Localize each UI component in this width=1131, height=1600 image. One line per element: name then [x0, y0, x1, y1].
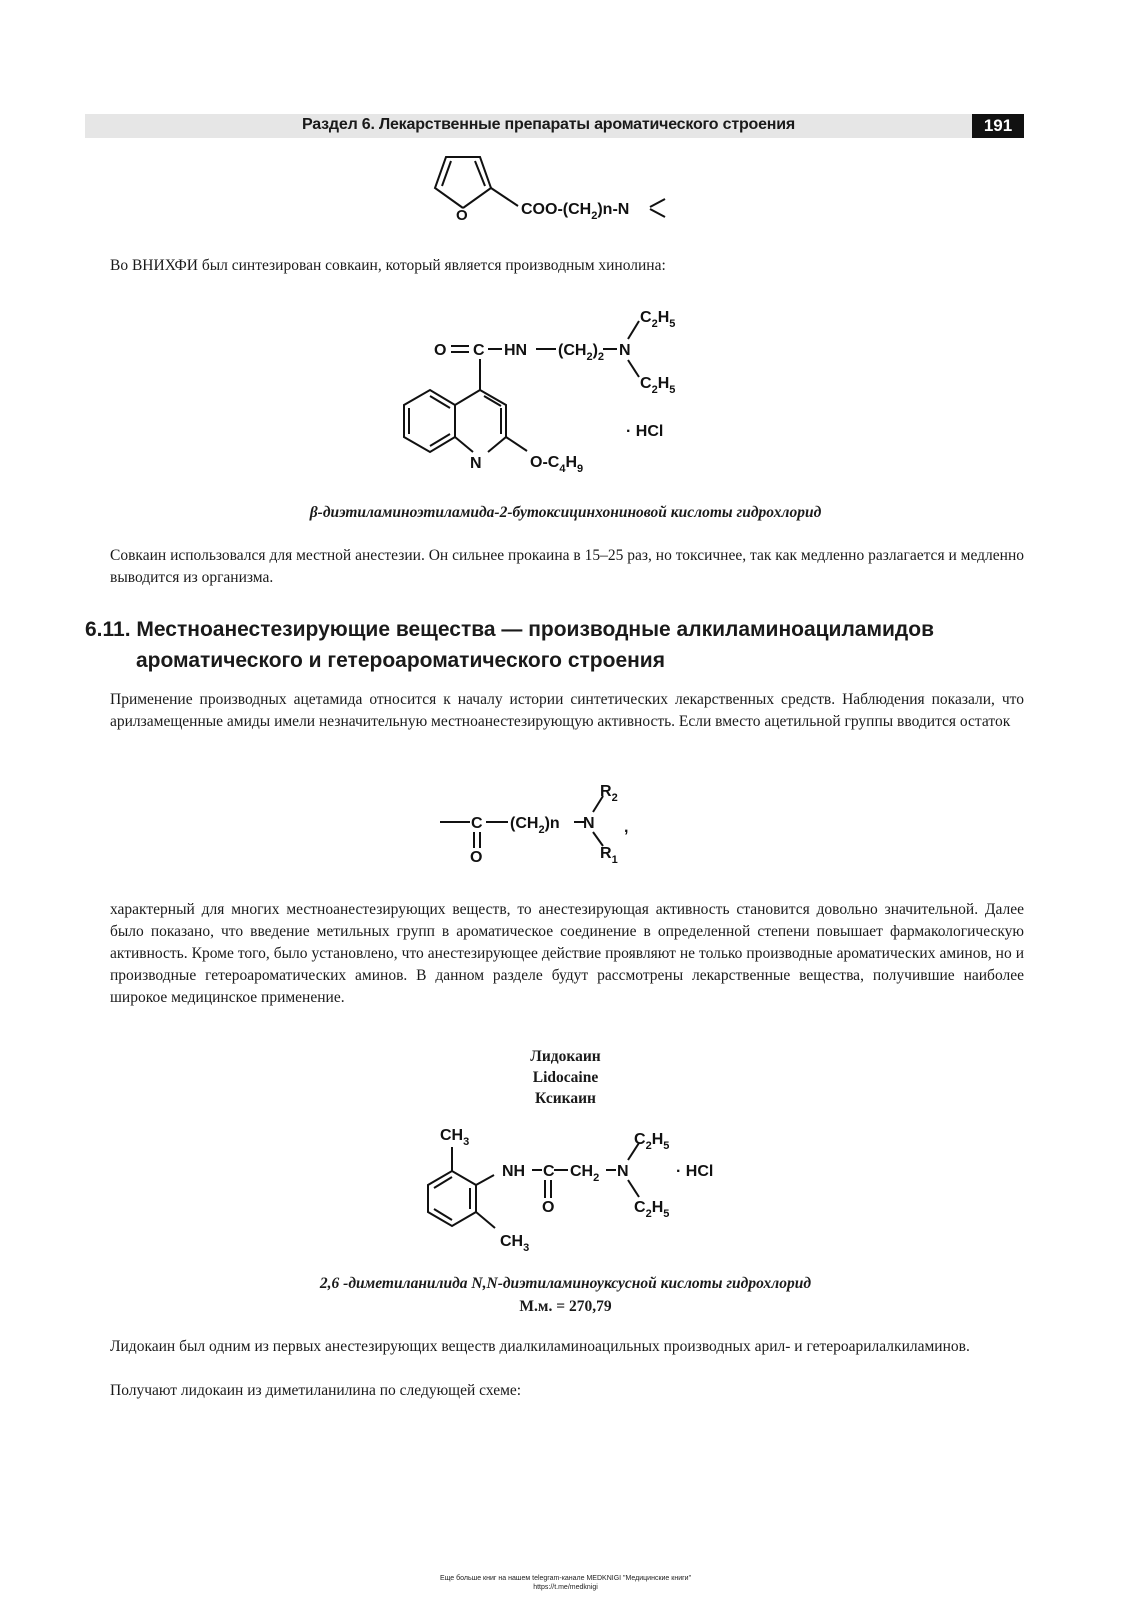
lidocaine-o: O	[542, 1199, 555, 1216]
sovcaine-structure	[404, 321, 639, 452]
fragment-comma: ,	[624, 819, 629, 836]
lidocaine-caption: 2,6 -диметиланилида N,N-диэтиламиноуксусной кислоты гидрохлорид	[319, 1275, 812, 1292]
molar-mass: М.м. = 270,79	[519, 1298, 612, 1315]
sovcaine-description: Совкаин использовался для местной анестезии. Он сильнее прокаина в 15–25 раз, но токсичнее, так как медленно разлагается и медленно выводится из организма.	[110, 547, 1024, 586]
lidocaine-nh: NH	[502, 1163, 526, 1180]
section-number: 6.11.	[85, 618, 131, 641]
lidocaine-n: N	[617, 1163, 629, 1180]
paragraph-activity: характерный для многих местноанестезирующих веществ, то анестезирующая активность становится довольно значительной. Далее было показано, что введение метильных групп в ароматическое соединение в определенной степени повышает фармакологическую активность. Кроме того, было установлено, что анестезирующее действие проявляют не только производные ароматических аминов, но и производные гетероароматических аминов. В данном разделе будут рассмотрены лекарственные вещества, получившие наиболее широкое медицинское применение.	[110, 901, 1024, 1006]
lidocaine-ethyl-top: $C_2H_5$	[634, 1131, 670, 1152]
sovcaine-caption: β-диэтиламиноэтиламида-2-бутоксицинхониновой кислоты гидрохлорид	[309, 504, 822, 521]
footer-link[interactable]: https://t.me/medknigi	[533, 1584, 598, 1591]
fragment-ch2n: $(CH_2)n$	[510, 815, 560, 836]
fragment-c: C	[471, 815, 483, 832]
lidocaine-ch3-bottom: $CH_3$	[500, 1233, 530, 1254]
lidocaine-structure	[428, 1143, 639, 1228]
section-title-line2: ароматического и гетероароматического строения	[136, 649, 665, 672]
furan-ester-group: COO-$(CH_2)n-N$	[521, 201, 630, 222]
section-heading	[85, 614, 1045, 676]
intro-paragraph: Во ВНИХФИ был синтезирован совкаин, который является производным хинолина:	[110, 257, 666, 274]
lidocaine-ethyl-bottom: $C_2H_5$	[634, 1199, 670, 1220]
sovcaine-o: O	[434, 342, 447, 359]
lidocaine-c: C	[543, 1163, 555, 1180]
fragment-n: N	[583, 815, 595, 832]
sovcaine-c: C	[473, 342, 485, 359]
page-number: 191	[972, 114, 1024, 138]
sovcaine-ch2: $(CH_2)_2$	[558, 342, 605, 363]
lidocaine-ch3-top: $CH_3$	[440, 1127, 470, 1148]
paragraph-acetamide: Применение производных ацетамида относится к началу истории синтетических лекарственных средств. Наблюдения показали, что арилзамещенные амиды имели незначительную местноанестезирующую активность. Если вместо ацетильной группы вводится остаток	[110, 691, 1024, 730]
sovcaine-butoxy: $O-C_4H_9$	[530, 454, 584, 475]
fragment-o: O	[470, 849, 483, 866]
sovcaine-n: N	[619, 342, 631, 359]
fragment-r1: $R_1$	[600, 845, 618, 866]
drug-name-synonym: Ксикаин	[535, 1090, 596, 1107]
lidocaine-ch2: $CH_2$	[570, 1163, 600, 1184]
sovcaine-ring-n: N	[470, 455, 482, 472]
sovcaine-hn: HN	[504, 342, 528, 359]
section-title-line1: Местноанестезирующие вещества — производные алкиламиноациламидов	[136, 618, 934, 641]
fragment-r2: $R_2$	[600, 783, 618, 804]
drug-name-lat: Lidocaine	[532, 1069, 599, 1086]
paragraph-lidocaine-history: Лидокаин был одним из первых анестезирующих веществ диалкиламиноацильных производных арил- и гетероарилалкиламинов.	[110, 1338, 970, 1355]
paragraph-lidocaine-synthesis: Получают лидокаин из диметиланилина по следующей схеме:	[110, 1382, 522, 1399]
footer-line1: Еще больше книг на нашем telegram-канале MEDKNIGI "Медицинские книги"	[439, 1575, 692, 1582]
lidocaine-hcl: · HCl	[676, 1163, 714, 1180]
furan-o-atom: O	[456, 207, 468, 224]
sovcaine-ethyl-bottom: $C_2H_5$	[640, 375, 676, 396]
sovcaine-hcl: · HCl	[626, 423, 664, 440]
sovcaine-ethyl-top: $C_2H_5$	[640, 309, 676, 330]
running-header-title: Раздел 6. Лекарственные препараты ароматического строения	[302, 116, 796, 133]
footer-note	[0, 1574, 1131, 1592]
drug-name-ru: Лидокаин	[530, 1048, 601, 1065]
